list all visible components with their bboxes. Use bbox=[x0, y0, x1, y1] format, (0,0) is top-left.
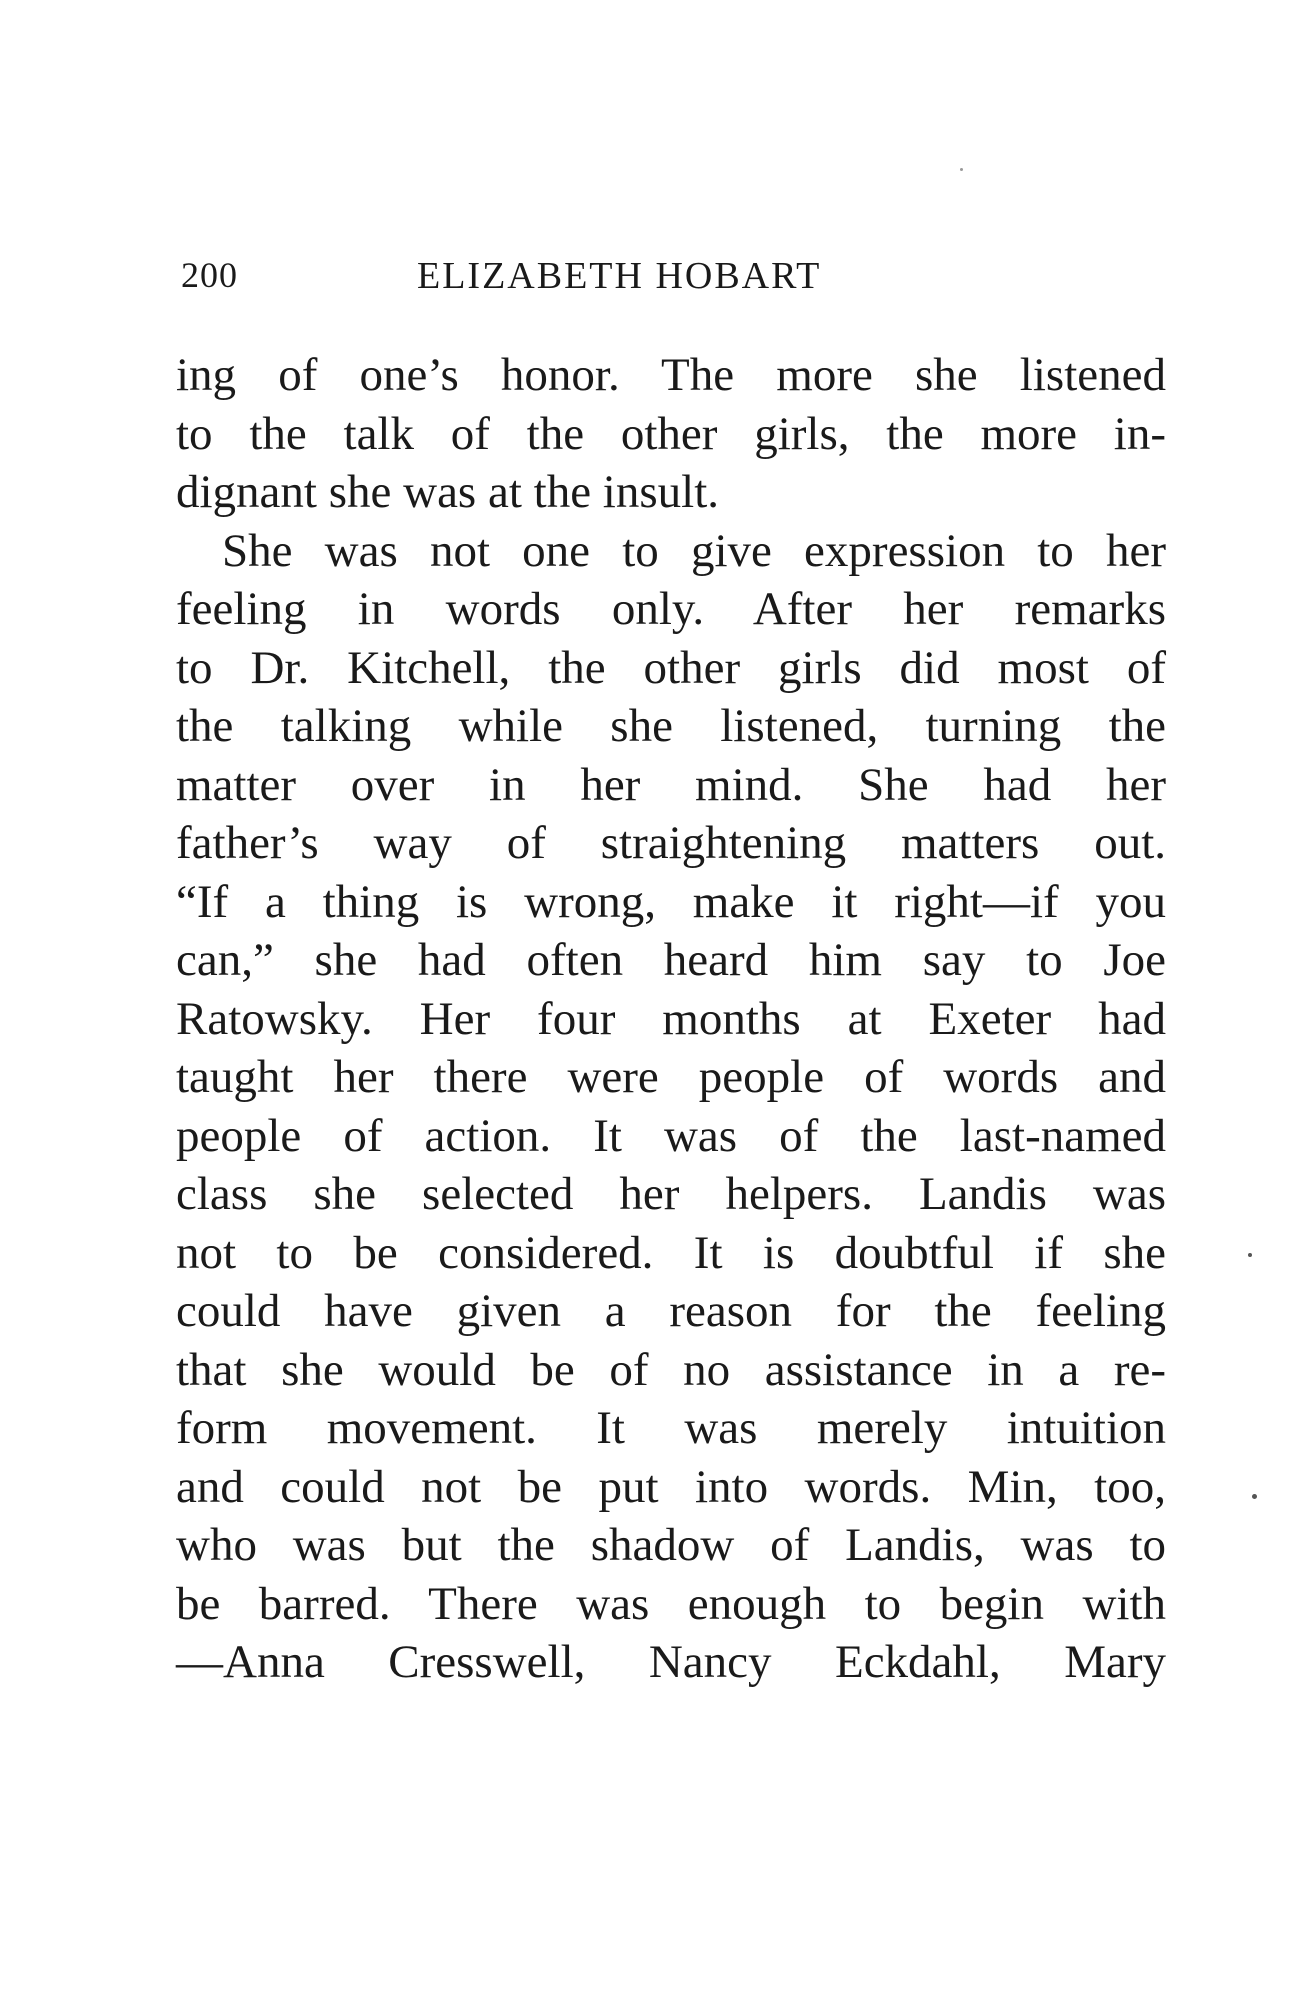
text-line: that she would be of no assistance in a re- bbox=[176, 1343, 1166, 1396]
text-line: be barred. There was enough to begin with bbox=[176, 1577, 1166, 1630]
text-line: ing of one’s honor. The more she listened bbox=[176, 349, 1166, 401]
running-head bbox=[181, 254, 1165, 304]
body-text bbox=[176, 346, 1166, 1692]
text-line: not to be considered. It is doubtful if she bbox=[176, 1226, 1166, 1279]
text-line: dignant she was at the insult. bbox=[176, 466, 720, 518]
text-line: to Dr. Kitchell, the other girls did most of bbox=[176, 641, 1166, 694]
text-line: She was not one to give expression to her bbox=[222, 524, 1166, 577]
paper-speck bbox=[1248, 1253, 1252, 1257]
text-line: “If a thing is wrong, make it right—if you bbox=[176, 875, 1166, 928]
running-title: ELIZABETH HOBART bbox=[417, 255, 822, 297]
text-line: can,” she had often heard him say to Joe bbox=[176, 934, 1166, 986]
text-line: matter over in her mind. She had her bbox=[176, 758, 1166, 811]
page-number: 200 bbox=[181, 255, 238, 295]
text-line: Ratowsky. Her four months at Exeter had bbox=[176, 992, 1166, 1045]
text-line: could have given a reason for the feeling bbox=[176, 1285, 1166, 1337]
text-line: people of action. It was of the last-named bbox=[176, 1109, 1166, 1162]
text-line: the talking while she listened, turning the bbox=[176, 700, 1166, 752]
paper-speck bbox=[960, 168, 963, 171]
text-line: feeling in words only. After her remarks bbox=[176, 583, 1166, 635]
text-line: class she selected her helpers. Landis was bbox=[176, 1168, 1166, 1220]
text-line: —Anna Cresswell, Nancy Eckdahl, Mary bbox=[176, 1636, 1166, 1688]
text-line: who was but the shadow of Landis, was to bbox=[176, 1519, 1166, 1571]
text-line: father’s way of straightening matters out. bbox=[176, 817, 1166, 869]
paper-speck bbox=[1252, 1494, 1257, 1499]
text-line: and could not be put into words. Min, too, bbox=[176, 1460, 1166, 1513]
text-line: to the talk of the other girls, the more in- bbox=[176, 407, 1166, 460]
text-line: taught her there were people of words and bbox=[176, 1051, 1166, 1103]
text-line: form movement. It was merely intuition bbox=[176, 1402, 1166, 1454]
